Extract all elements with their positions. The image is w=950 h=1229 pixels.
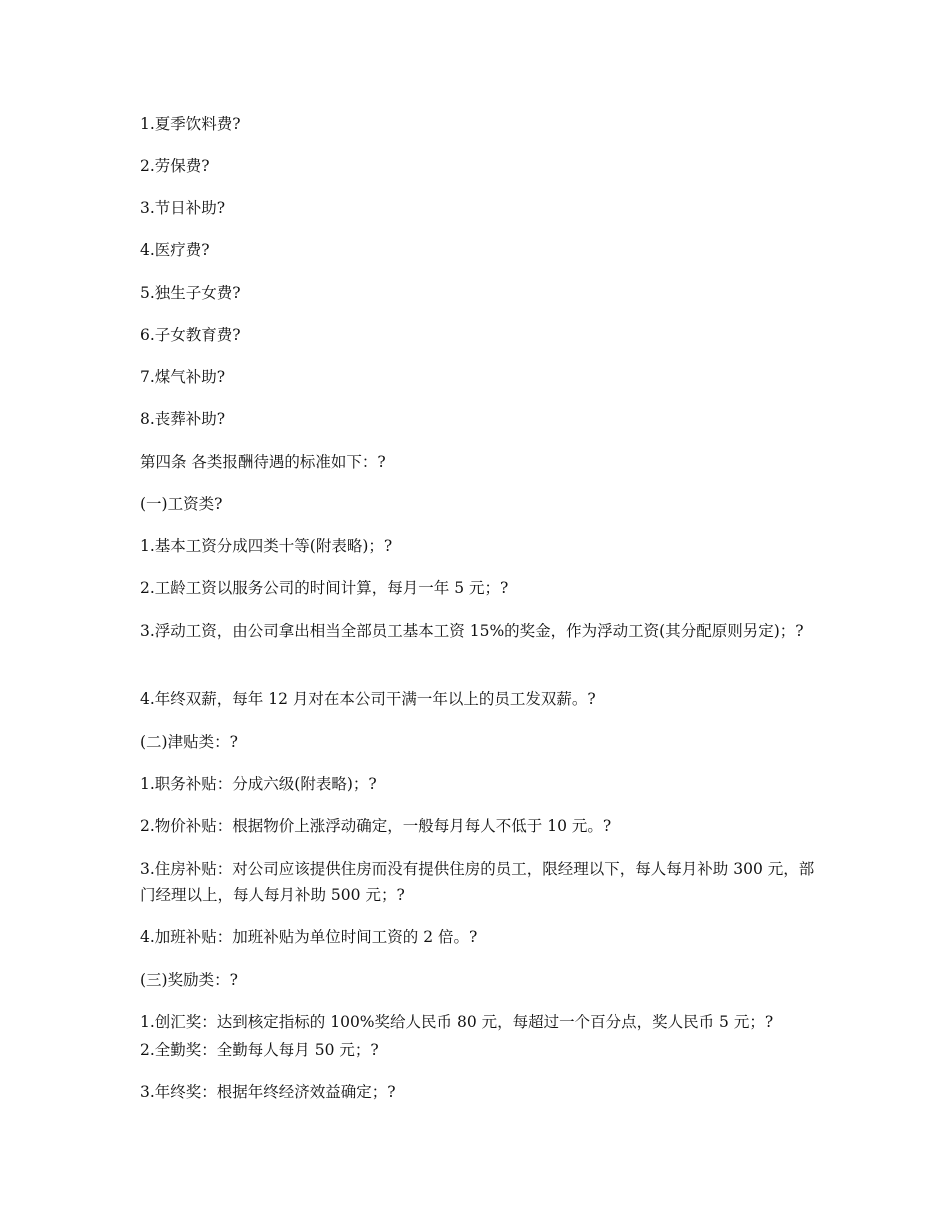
list-item: 1.职务补贴：分成六级(附表略)；? (140, 775, 377, 793)
list-item: 7.煤气补助? (140, 368, 226, 386)
list-item: 3.浮动工资，由公司拿出相当全部员工基本工资 15%的奖金，作为浮动工资(其分配原则另定)；? (140, 622, 804, 640)
article-heading: 第四条 各类报酬待遇的标准如下：? (140, 453, 386, 471)
list-item: 2.物价补贴：根据物价上涨浮动确定，一般每月每人不低于 10 元。? (140, 817, 612, 835)
list-item: 1.基本工资分成四类十等(附表略)；? (140, 537, 393, 555)
list-item: 3.节日补助? (140, 199, 226, 217)
list-item: 3.年终奖：根据年终经济效益确定；? (140, 1083, 396, 1101)
list-item: 2.工龄工资以服务公司的时间计算，每月一年 5 元；? (140, 579, 509, 597)
list-item: 2.全勤奖：全勤每人每月 50 元；? (140, 1041, 379, 1059)
list-item: 1.创汇奖：达到核定指标的 100%奖给人民币 80 元，每超过一个百分点，奖人民币 5 元；? (140, 1013, 774, 1031)
list-item: 2.劳保费? (140, 157, 210, 175)
section-heading: (一)工资类? (140, 495, 223, 513)
section-heading: (三)奖励类：? (140, 971, 238, 989)
list-item: 8.丧葬补助? (140, 410, 226, 428)
list-item: 1.夏季饮料费? (140, 115, 241, 133)
list-item: 6.子女教育费? (140, 326, 241, 344)
list-item: 4.加班补贴：加班补贴为单位时间工资的 2 倍。? (140, 928, 478, 946)
list-item: 3.住房补贴：对公司应该提供住房而没有提供住房的员工，限经理以下，每人每月补助 300 元，部门经理以上，每人每月补助 500 元；? (140, 860, 815, 904)
list-item: 4.年终双薪，每年 12 月对在本公司干满一年以上的员工发双薪。? (140, 690, 596, 708)
section-heading: (二)津贴类：? (140, 733, 238, 751)
list-item: 4.医疗费? (140, 241, 210, 259)
list-item: 5.独生子女费? (140, 284, 241, 302)
